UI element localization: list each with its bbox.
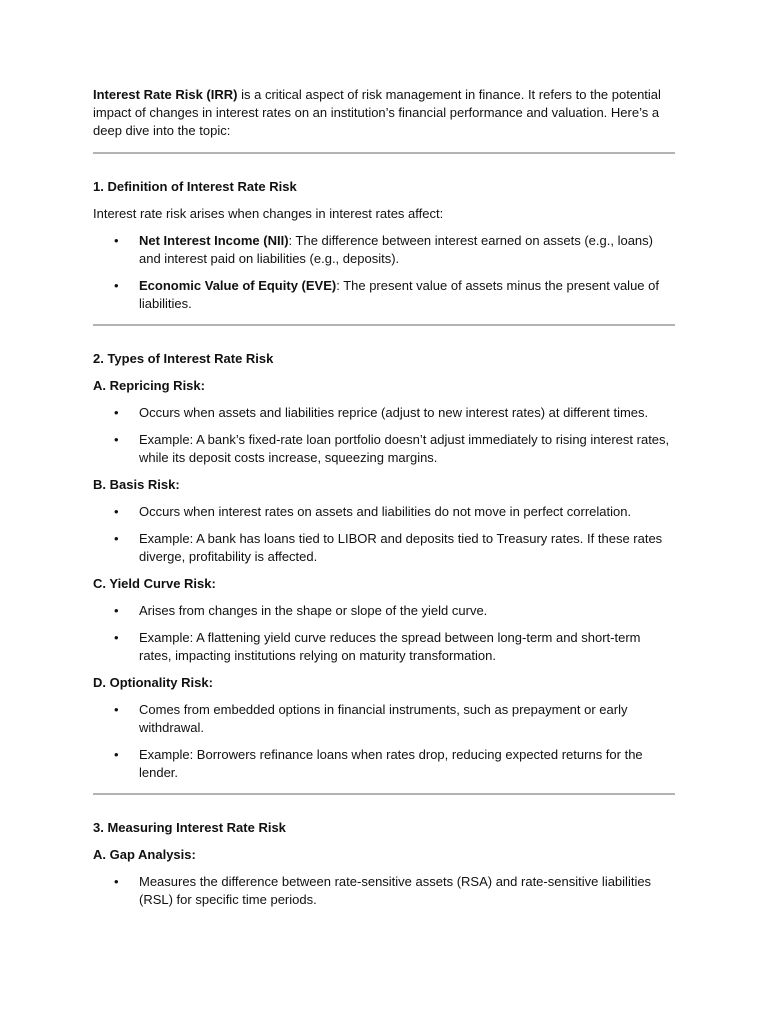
list-item: • Example: A flattening yield curve reduces the spread between long-term and short-term rates, impacting institutions relying on maturity transformation. [93, 629, 675, 665]
subsection-title: B. Basis Risk: [93, 477, 180, 492]
bullet-list [93, 404, 675, 467]
item-text: : The present value of assets minus the present value of liabilities. [139, 278, 659, 311]
item-term: Net Interest Income (NII) [139, 233, 289, 248]
item-term: Economic Value of Equity (EVE) [139, 278, 337, 293]
list-item: • Arises from changes in the shape or slope of the yield curve. [93, 602, 675, 620]
intro-text: is a critical aspect of risk management in finance. It refers to the potential impact of changes in interest rates on an institution’s financial performance and valuation. Here’s a deep dive into the topic: [93, 87, 661, 138]
list-item: • Occurs when interest rates on assets and liabilities do not move in perfect correlation. [93, 503, 675, 521]
list-item: • Measures the difference between rate-sensitive assets (RSA) and rate-sensitive liabilities (RSL) for specific time periods. [93, 873, 675, 909]
section-heading: 3. Measuring Interest Rate Risk [93, 820, 286, 835]
list-item [93, 277, 675, 313]
section-measuring [93, 795, 675, 909]
item-text: : The difference between interest earned on assets (e.g., loans) and interest paid on liabilities (e.g., deposits). [139, 233, 653, 266]
bullet-list [93, 701, 675, 782]
subsection-title: A. Gap Analysis: [93, 847, 196, 862]
list-item: • Comes from embedded options in financial instruments, such as prepayment or early withdrawal. [93, 701, 675, 737]
bullet-list [93, 873, 675, 909]
list-item [93, 232, 675, 268]
section-lead: Interest rate risk arises when changes in interest rates affect: [93, 206, 444, 221]
list-item: • Occurs when assets and liabilities reprice (adjust to new interest rates) at different times. [93, 404, 675, 422]
bullet-list [93, 232, 675, 313]
section-types [93, 326, 675, 782]
intro-term: Interest Rate Risk (IRR) [93, 87, 238, 102]
section-heading: 1. Definition of Interest Rate Risk [93, 179, 297, 194]
list-item: • Example: A bank has loans tied to LIBOR and deposits tied to Treasury rates. If these rates diverge, profitability is affected. [93, 530, 675, 566]
bullet-list [93, 503, 675, 566]
document-body [93, 86, 675, 918]
list-item: • Example: Borrowers refinance loans when rates drop, reducing expected returns for the lender. [93, 746, 675, 782]
list-item: • Example: A bank’s fixed-rate loan portfolio doesn’t adjust immediately to rising interest rates, while its deposit costs increase, squeezing margins. [93, 431, 675, 467]
intro-paragraph [93, 86, 675, 140]
subsection-title: D. Optionality Risk: [93, 675, 213, 690]
subsection-title: A. Repricing Risk: [93, 378, 205, 393]
section-definition [93, 154, 675, 313]
section-heading: 2. Types of Interest Rate Risk [93, 351, 274, 366]
subsection-title: C. Yield Curve Risk: [93, 576, 216, 591]
bullet-list [93, 602, 675, 665]
